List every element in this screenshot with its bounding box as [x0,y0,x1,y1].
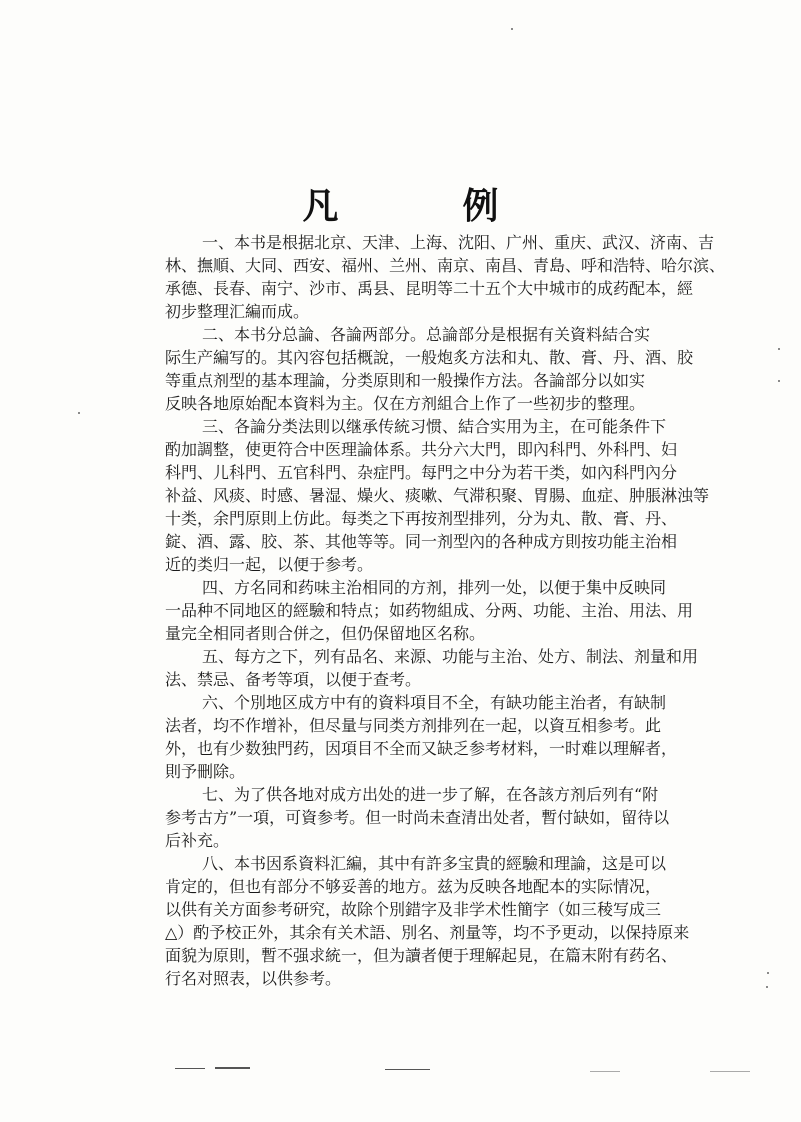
paragraph [165,645,699,691]
paragraph [165,323,694,415]
page-title: 凡 例 [302,185,543,227]
scan-artifact [215,1067,250,1069]
scan-artifact [766,986,768,988]
text-line: 后补充。 [165,831,230,850]
text-line: 二、本书分总論、各論两部分。总論部分是根据有关資料結合实 [202,325,651,344]
text-line: 法、禁忌、备考等項，以便于查考。 [165,670,422,689]
text-line: △）酌予校正外，其余有关术語、別名、剂量等，均不予更动，以保持原来 [165,923,690,942]
text-line: 初步整理汇編而成。 [165,302,310,321]
scan-artifact [710,1071,750,1072]
text-line: 三、各論分类法則以继承传統习惯、結合实用为主，在可能条件下 [202,417,667,436]
text-line: 近的类归一起，以便于参考。 [165,555,374,574]
scan-artifact [778,380,780,382]
scan-artifact [778,348,780,350]
text-line: 际生产編写的。其內容包括概說，一般炮炙方法和丸、散、膏、丹、酒、胶 [165,348,694,367]
paragraph [165,783,670,852]
scan-artifact [511,28,513,30]
paragraph [165,852,690,990]
text-line: 法者，均不作增补，但尽量与同类方剂排列在一起，以資互相参考。此 [165,716,662,735]
text-line: 科門、儿科門、五官科門、杂症門。每門之中分为若干类，如內科門內分 [165,463,678,482]
scan-artifact [385,1069,430,1070]
text-line: 等重点剂型的基本理論，分类原則和一般操作方法。各論部分以如实 [165,371,646,390]
text-line: 一、本书是根据北京、天津、上海、沈阳、广州、重庆、武汉、济南、吉 [202,233,715,252]
text-line: 一品种不同地区的經驗和特点；如药物組成、分两、功能、主治、用法、用 [165,601,694,620]
text-line: 五、每方之下，列有品名、来源、功能与主治、处方、制法、剂量和用 [202,647,699,666]
text-line: 八、本书因系資料汇編，其中有許多宝貴的經驗和理論，这是可以 [202,854,667,873]
scan-artifact [590,1071,620,1072]
scan-artifact [175,1068,205,1069]
text-line: 七、为了供各地对成方出处的进一步了解，在各該方剂后列有“附 [202,785,659,804]
text-line: 以供有关方面参考研究，故除个別錯字及非学术性簡字（如三稜写成三 [165,900,662,919]
text-line: 补益、风痰、时感、暑湿、燥火、痰嗽、气滞积聚、胃腸、血症、肿脹淋浊等 [165,486,710,505]
text-line: 外，也有少数独門药，因項目不全而又缺乏参考材料，一时难以理解者， [165,739,678,758]
document-body [165,231,726,990]
text-line: 林、撫順、大同、西安、福州、兰州、南京、南昌、青島、呼和浩特、哈尔滨、 [165,256,726,275]
paragraph [165,576,694,645]
text-line: 参考古方”一項，可資参考。但一时尚未查清出处者，暫付缺如，留待以 [165,808,670,827]
text-line: 酌加調整，使更符合中医理論体系。共分六大門，即內科門、外科門、妇 [165,440,678,459]
text-line: 則予刪除。 [165,762,246,781]
text-line: 錠、酒、露、胶、茶、其他等等。同一剂型內的各种成方則按功能主治相 [165,532,678,551]
text-line: 反映各地原始配本資料为主。仅在方剂組合上作了一些初步的整理。 [165,394,646,413]
text-line: 六、个別地区成方中有的資料項目不全，有缺功能主治者，有缺制 [202,693,667,712]
scan-artifact [78,412,80,414]
paragraph [165,691,678,783]
text-line: 面貌为原則，暫不强求統一，但为讀者便于理解起見，在篇末附有药名、 [165,946,678,965]
text-line: 行名对照表，以供参考。 [165,969,342,988]
text-line: 量完全相同者則合併之，但仍保留地区名称。 [165,624,486,643]
paragraph [165,231,726,323]
paragraph [165,415,710,576]
text-line: 承德、長春、南宁、沙市、禹县、昆明等二十五个大中城市的成药配本，經 [165,279,694,298]
text-line: 肯定的，但也有部分不够妥善的地方。兹为反映各地配本的实际情况， [165,877,662,896]
text-line: 四、方名同和药味主治相同的方剂，排列一处，以便于集中反映同 [202,578,667,597]
scan-artifact [767,972,769,974]
text-line: 十类，余門原則上仿此。每类之下再按剂型排列，分为丸、散、膏、丹、 [165,509,678,528]
